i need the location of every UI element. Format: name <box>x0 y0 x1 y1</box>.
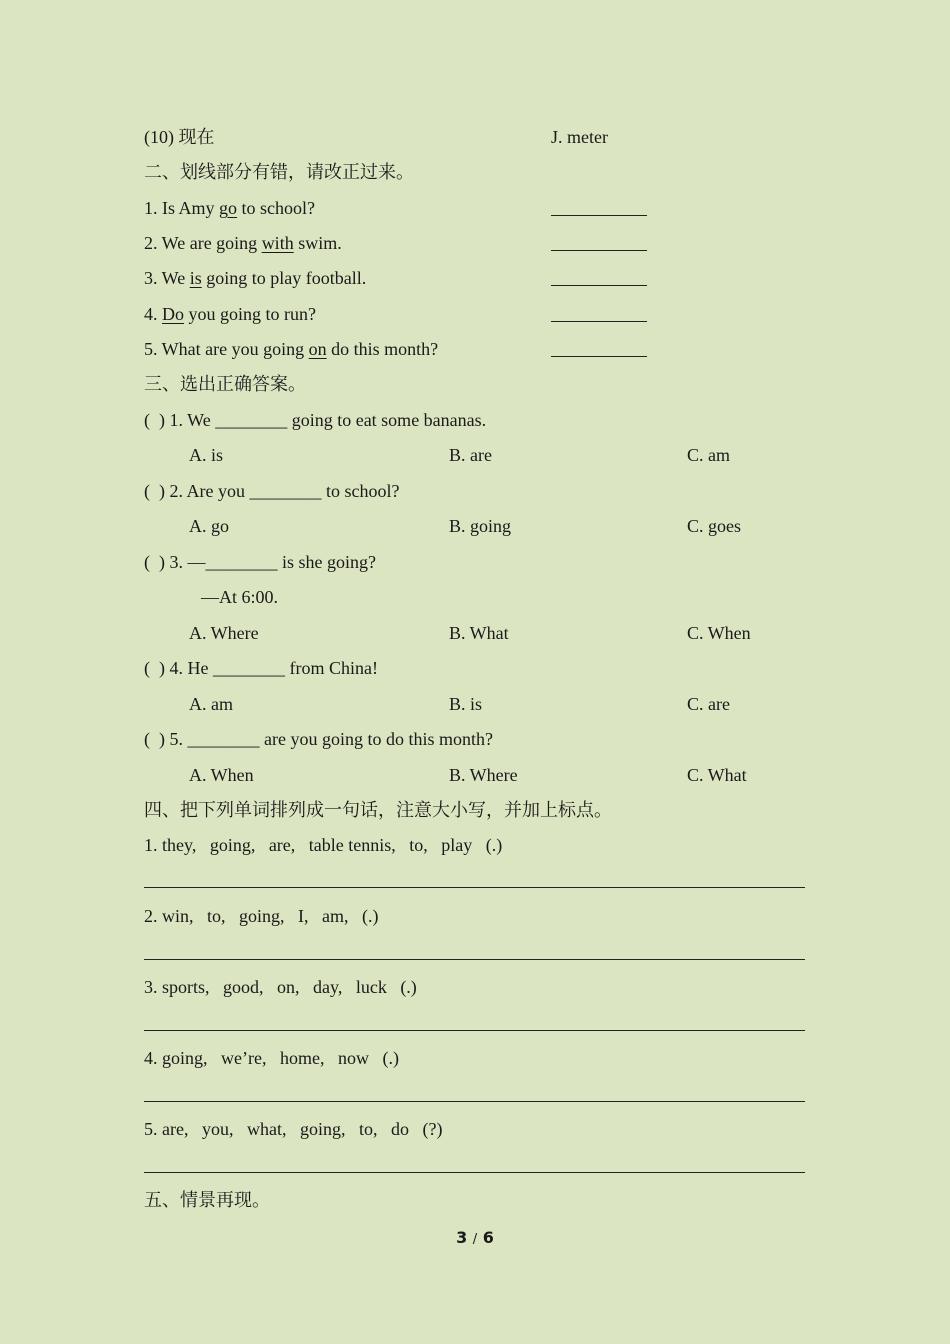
mc-5-option-b: B. Where <box>449 765 518 785</box>
mc-1-option-c: C. am <box>687 445 730 465</box>
mc-5-option-c: C. What <box>687 765 747 785</box>
mc-question-3: ( ) 3. —________ is she going? <box>144 552 376 572</box>
answer-blank-3[interactable] <box>551 284 647 286</box>
answer-line-2[interactable] <box>144 958 805 960</box>
underlined-word: on <box>308 339 327 359</box>
mc-2-option-c: C. goes <box>687 516 741 536</box>
page-number <box>0 1228 950 1247</box>
section-3-heading: 三、选出正确答案。 <box>144 374 306 394</box>
underlined-word: Do <box>162 304 184 324</box>
reorder-item-3: 3. sports, good, on, day, luck (.) <box>144 977 417 997</box>
section-4-heading: 四、把下列单词排列成一句话，注意大小写，并加上标点。 <box>144 800 612 820</box>
mc-3-reply: —At 6:00. <box>201 587 279 607</box>
underlined-word: with <box>261 233 294 253</box>
mc-3-option-b: B. What <box>449 623 509 643</box>
item-text: 4. <box>144 304 162 324</box>
mc-3-option-a: A. Where <box>189 623 259 643</box>
item-text: do this month? <box>326 339 439 359</box>
item-text: going to play football. <box>201 268 367 288</box>
section-2-heading: 二、划线部分有错，请改正过来。 <box>144 162 414 182</box>
page-separator: / <box>472 1232 478 1247</box>
item-text: to school? <box>237 198 316 218</box>
mc-5-option-a: A. When <box>189 765 254 785</box>
mc-question-4: ( ) 4. He ________ from China! <box>144 658 378 678</box>
mc-1-option-a: A. is <box>189 445 224 465</box>
mc-2-option-b: B. going <box>449 516 512 536</box>
underlined-word: go <box>219 198 238 218</box>
correction-item-5 <box>144 337 438 361</box>
section-5-heading: 五、情景再现。 <box>144 1190 270 1210</box>
reorder-item-5: 5. are, you, what, going, to, do (?) <box>144 1119 443 1139</box>
answer-line-4[interactable] <box>144 1100 805 1102</box>
answer-blank-5[interactable] <box>551 355 647 357</box>
correction-item-4 <box>144 302 316 326</box>
reorder-item-2: 2. win, to, going, I, am, (.) <box>144 906 379 926</box>
answer-line-5[interactable] <box>144 1171 805 1173</box>
mc-4-option-a: A. am <box>189 694 233 714</box>
item-text: 5. What are you going <box>144 339 309 359</box>
item-text: 1. Is Amy <box>144 198 220 218</box>
mc-1-option-b: B. are <box>449 445 492 465</box>
total-pages: 6 <box>482 1228 494 1247</box>
mc-3-option-c: C. When <box>687 623 751 643</box>
correction-item-3 <box>144 266 366 290</box>
vocab-item-10: (10) 现在 <box>144 127 215 147</box>
mc-question-5: ( ) 5. ________ are you going to do this month? <box>144 729 493 749</box>
current-page: 3 <box>456 1228 468 1247</box>
mc-2-option-a: A. go <box>189 516 229 536</box>
mc-4-option-c: C. are <box>687 694 730 714</box>
answer-line-3[interactable] <box>144 1029 805 1031</box>
answer-blank-2[interactable] <box>551 249 647 251</box>
mc-4-option-b: B. is <box>449 694 483 714</box>
mc-question-2: ( ) 2. Are you ________ to school? <box>144 481 400 501</box>
reorder-item-1: 1. they, going, are, table tennis, to, play (.) <box>144 835 503 855</box>
answer-blank-1[interactable] <box>551 214 647 216</box>
reorder-item-4: 4. going, we’re, home, now (.) <box>144 1048 399 1068</box>
vocab-option-j: J. meter <box>551 127 608 147</box>
mc-question-1: ( ) 1. We ________ going to eat some bananas. <box>144 410 487 430</box>
answer-blank-4[interactable] <box>551 320 647 322</box>
underlined-word: is <box>189 268 202 288</box>
item-text: you going to run? <box>184 304 316 324</box>
correction-item-1 <box>144 196 315 220</box>
item-text: 2. We are going <box>144 233 262 253</box>
item-text: swim. <box>293 233 342 253</box>
item-text: 3. We <box>144 268 190 288</box>
correction-item-2 <box>144 231 342 255</box>
answer-line-1[interactable] <box>144 886 805 888</box>
